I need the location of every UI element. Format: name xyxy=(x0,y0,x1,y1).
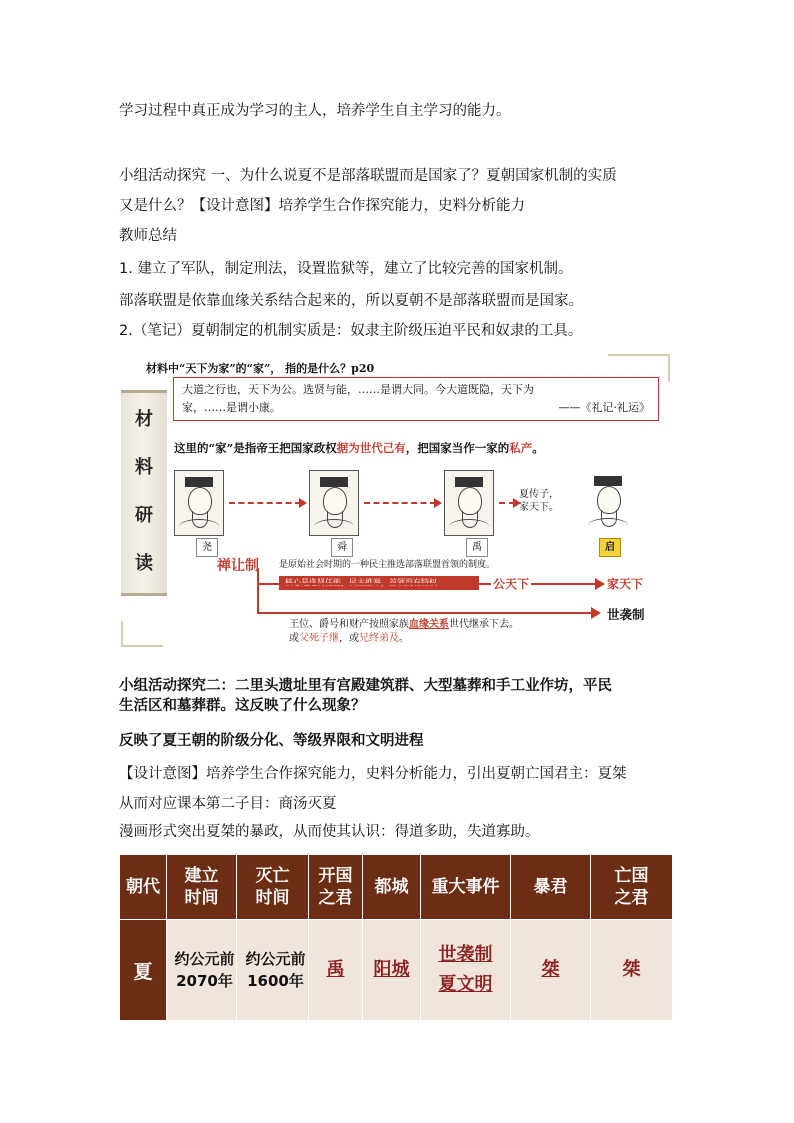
founder-cell: 禹 xyxy=(309,920,363,1021)
quote-line: 家，……是谓小康。 ——《礼记·礼运》 xyxy=(182,399,650,417)
name-label: 尧 xyxy=(196,538,218,557)
tyrant-cell: 桀 xyxy=(511,920,591,1021)
name-label: 禹 xyxy=(466,538,488,557)
dynasty-cell: 夏 xyxy=(120,920,167,1021)
core-bar: 核心是选贤任能，民主推举，首领没有特权 xyxy=(279,576,479,590)
scroll-banner xyxy=(121,390,167,596)
founded-cell: 约公元前 2070年 xyxy=(167,920,237,1021)
portrait-yu xyxy=(444,470,494,536)
dynasty-table xyxy=(119,854,673,1021)
portrait-qi xyxy=(584,470,634,536)
arrow xyxy=(257,612,593,614)
paragraph: 教师总结 xyxy=(119,228,177,244)
paragraph: 部落联盟是依靠血缘关系结合起来的，所以夏朝不是部落联盟而是国家。 xyxy=(119,293,583,309)
scroll-char: 材 xyxy=(135,409,153,430)
portrait-shun xyxy=(309,470,359,536)
quote-source: ——《礼记·礼运》 xyxy=(558,401,650,414)
arrow xyxy=(364,502,436,504)
last-ruler-cell: 桀 xyxy=(591,920,673,1021)
gong-label: 公天下 xyxy=(493,577,530,591)
header-cell: 重大事件 xyxy=(421,855,511,920)
table-row xyxy=(120,920,673,1021)
portrait-yao xyxy=(174,470,224,536)
events-cell: 世袭制 夏文明 xyxy=(421,920,511,1021)
connector xyxy=(257,568,259,613)
header-cell: 朝代 xyxy=(120,855,167,920)
paragraph: 1. 建立了军队，制定刑法，设置监狱等，建立了比较完善的国家机制。 xyxy=(119,261,573,277)
fell-cell: 约公元前 1600年 xyxy=(237,920,309,1021)
xia-caption: 夏传子， 家天下。 xyxy=(519,489,559,513)
header-cell: 暴君 xyxy=(511,855,591,920)
arrow xyxy=(229,502,301,504)
explanation: 这里的“家”是指帝王把国家政权据为世代己有，把国家当作一家的私产。 xyxy=(174,441,544,455)
shixi-label: 世袭制 xyxy=(607,607,645,622)
scroll-char: 读 xyxy=(135,553,153,574)
name-label: 启 xyxy=(599,538,621,557)
table-header-row xyxy=(120,855,673,920)
paragraph: 小组活动探究 一、为什么说夏不是部落联盟而是国家了？夏朝国家机制的实质 xyxy=(119,168,617,184)
paragraph: 从而对应课本第二子目：商汤灭夏 xyxy=(119,796,337,812)
quote-line: 大道之行也，天下为公。选贤与能，……是谓大同。今大道既隐，天下为 xyxy=(182,383,534,396)
slide-question: 材料中“天下为家”的“家”， 指的是什么？p20 xyxy=(146,362,375,375)
paragraph: 【设计意图】培养学生合作探究能力，史料分析能力，引出夏朝亡国君主：夏桀 xyxy=(119,766,627,782)
paragraph: 生活区和墓葬群。这反映了什么现象？ xyxy=(119,698,366,714)
header-cell: 都城 xyxy=(363,855,421,920)
quote-box xyxy=(173,377,659,421)
arrow xyxy=(257,583,597,585)
capital-cell: 阳城 xyxy=(363,920,421,1021)
paragraph: 又是什么？【设计意图】培养学生合作探究能力，史料分析能力 xyxy=(119,198,525,214)
header-cell: 建立 时间 xyxy=(167,855,237,920)
shanrang-label: 禅让制 xyxy=(217,558,259,574)
name-label: 舜 xyxy=(331,538,353,557)
arrow xyxy=(499,502,515,504)
paragraph: 小组活动探究二：二里头遗址里有宫殿建筑群、大型墓葬和手工业作坊，平民 xyxy=(119,678,612,694)
shixi-definition: 王位、爵号和财产按照家族血缘关系世代继承下去。 或父死子继，或兄终弟及。 xyxy=(289,619,519,644)
paragraph: 漫画形式突出夏桀的暴政，从而使其认识：得道多助，失道寡助。 xyxy=(119,824,540,840)
material-slide xyxy=(119,350,674,653)
paragraph: 学习过程中真正成为学习的主人，培养学生自主学习的能力。 xyxy=(119,103,511,119)
shanrang-definition: 是原始社会时期的一种民主推选部落联盟首领的制度。 xyxy=(279,560,496,570)
paragraph: 2.（笔记）夏朝制定的机制实质是：奴隶主阶级压迫平民和奴隶的工具。 xyxy=(119,323,583,339)
paragraph: 反映了夏王朝的阶级分化、等级界限和文明进程 xyxy=(119,733,424,749)
header-cell: 亡国 之君 xyxy=(591,855,673,920)
header-cell: 开国 之君 xyxy=(309,855,363,920)
scroll-char: 研 xyxy=(135,505,153,526)
scroll-char: 料 xyxy=(135,457,153,478)
decorative-corner xyxy=(121,621,163,647)
jia-label: 家天下 xyxy=(607,577,644,591)
header-cell: 灭亡 时间 xyxy=(237,855,309,920)
